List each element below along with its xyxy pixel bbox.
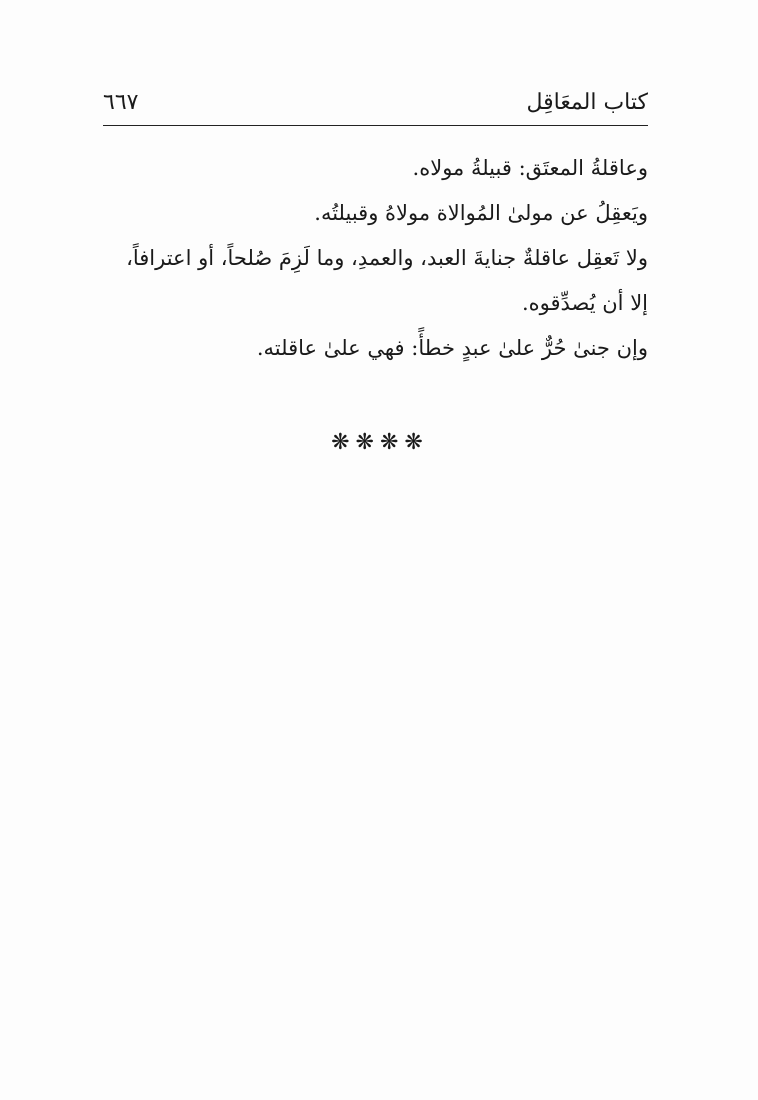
paragraph-4: وإن جنىٰ حُرٌّ علىٰ عبدٍ خطأً: فهي علىٰ عاقلته. (256, 336, 648, 360)
body-text (103, 146, 648, 371)
running-title: كتاب المعَاقِل (526, 90, 648, 115)
header-rule (103, 125, 648, 126)
section-end-ornament: ❋❋❋❋ (331, 430, 429, 455)
page-header (103, 86, 648, 126)
page-number: ٦٦٧ (103, 90, 139, 115)
paragraph-2: ويَعقِلُ عن مولىٰ المُوالاة مولاهُ وقبيلتُه. (314, 201, 648, 225)
paragraph-3: ولا تَعقِل عاقلةٌ جنايةَ العبد، والعمدِ، وما لَزِمَ صُلحاً، أو اعترافاً، إلا أن يُصدِّقوه. (126, 246, 648, 315)
paragraph-1: وعاقلةُ المعتَق: قبيلةُ مولاه. (412, 156, 648, 180)
